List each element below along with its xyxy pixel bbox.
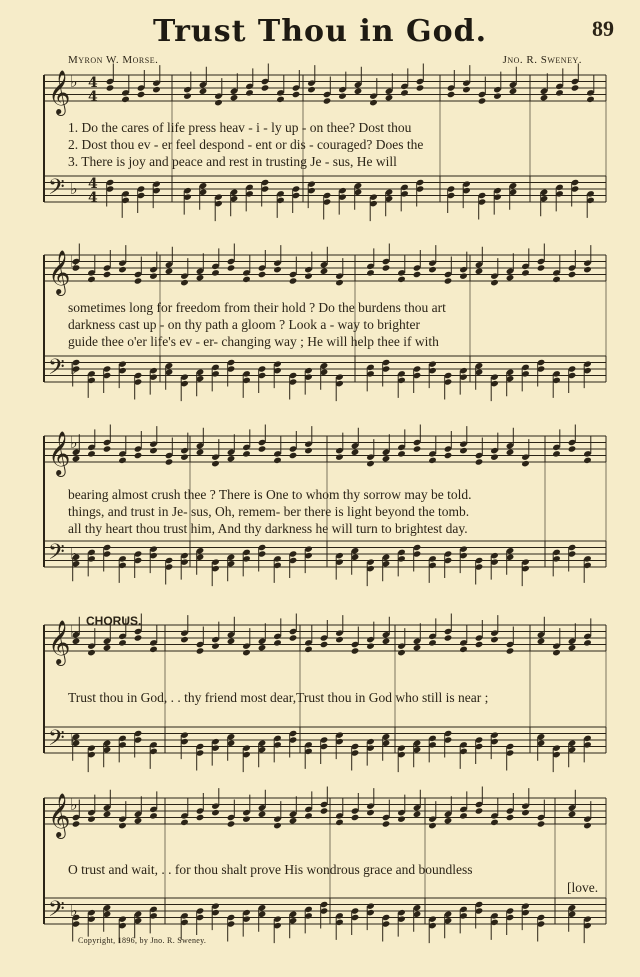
verse-line-1: sometimes long for freedom from their hold ? Do the burdens thou art [68,300,446,315]
svg-text:𝄞: 𝄞 [48,250,71,294]
svg-text:4: 4 [88,176,98,192]
svg-text:♭: ♭ [70,901,78,920]
svg-text:𝄢: 𝄢 [48,897,65,927]
svg-text:♭: ♭ [70,72,78,91]
verse-line-2: 2. Dost thou ev - er feel despond - ent or dis - couraged? Does the [68,137,424,152]
hymn-title: Trust Thou in God. [152,14,488,49]
verse-line-2: darkness cast up - on thy path a gloom ? Look a - way to brighter [68,317,421,332]
svg-text:𝄞: 𝄞 [48,793,71,837]
svg-text:♭: ♭ [70,544,78,563]
svg-text:𝄞: 𝄞 [48,620,71,664]
svg-text:4: 4 [88,89,98,105]
verse-line-3: 3. There is joy and peace and rest in trusting Je - sus, He will [68,154,397,169]
verse-line-2: things, and trust in Je- sus, Oh, remem- ber there is light beyond the tomb. [68,504,470,519]
svg-text:𝄢: 𝄢 [48,726,65,756]
svg-text:♭: ♭ [70,359,78,378]
copyright-notice: Copyright, 1896, by Jno. R. Sweney. [78,936,207,945]
svg-text:𝄢: 𝄢 [48,175,65,205]
verse-line-1: bearing almost crush thee ? There is One to whom thy sorrow may be told. [68,487,472,502]
verse-line-3: guide thee o'er life's ev - er- changing way ; He will help thee if with [68,334,439,349]
svg-text:♭: ♭ [70,433,78,452]
svg-text:𝄢: 𝄢 [48,355,65,385]
svg-text:♭: ♭ [70,622,78,641]
page-number: 89 [592,16,614,41]
chorus-line: O trust and wait, . . for thou shalt prove His wondrous grace and boundless [68,862,473,877]
verse-line-3: all thy heart thou trust him, And thy darkness he will turn to brightest day. [68,521,468,536]
svg-text:𝄢: 𝄢 [48,540,65,570]
lyricist-credit: Myron W. Morse. [68,54,159,66]
chorus-label: CHORUS. [86,614,142,628]
svg-text:♭: ♭ [70,730,78,749]
svg-text:𝄞: 𝄞 [48,431,71,475]
svg-text:♭: ♭ [70,252,78,271]
chorus-line: Trust thou in God, . . thy friend most dear,Trust thou in God who still is near ; [68,690,489,705]
svg-text:4: 4 [88,190,98,206]
svg-text:♭: ♭ [70,179,78,198]
composer-credit: Jno. R. Sweney. [502,54,582,66]
chorus-line-end: [love. [567,880,599,895]
svg-text:𝄞: 𝄞 [48,70,71,114]
svg-text:♭: ♭ [70,795,78,814]
verse-line-1: 1. Do the cares of life press heav - i - ly up - on thee? Dost thou [68,120,412,135]
svg-text:4: 4 [88,75,98,91]
